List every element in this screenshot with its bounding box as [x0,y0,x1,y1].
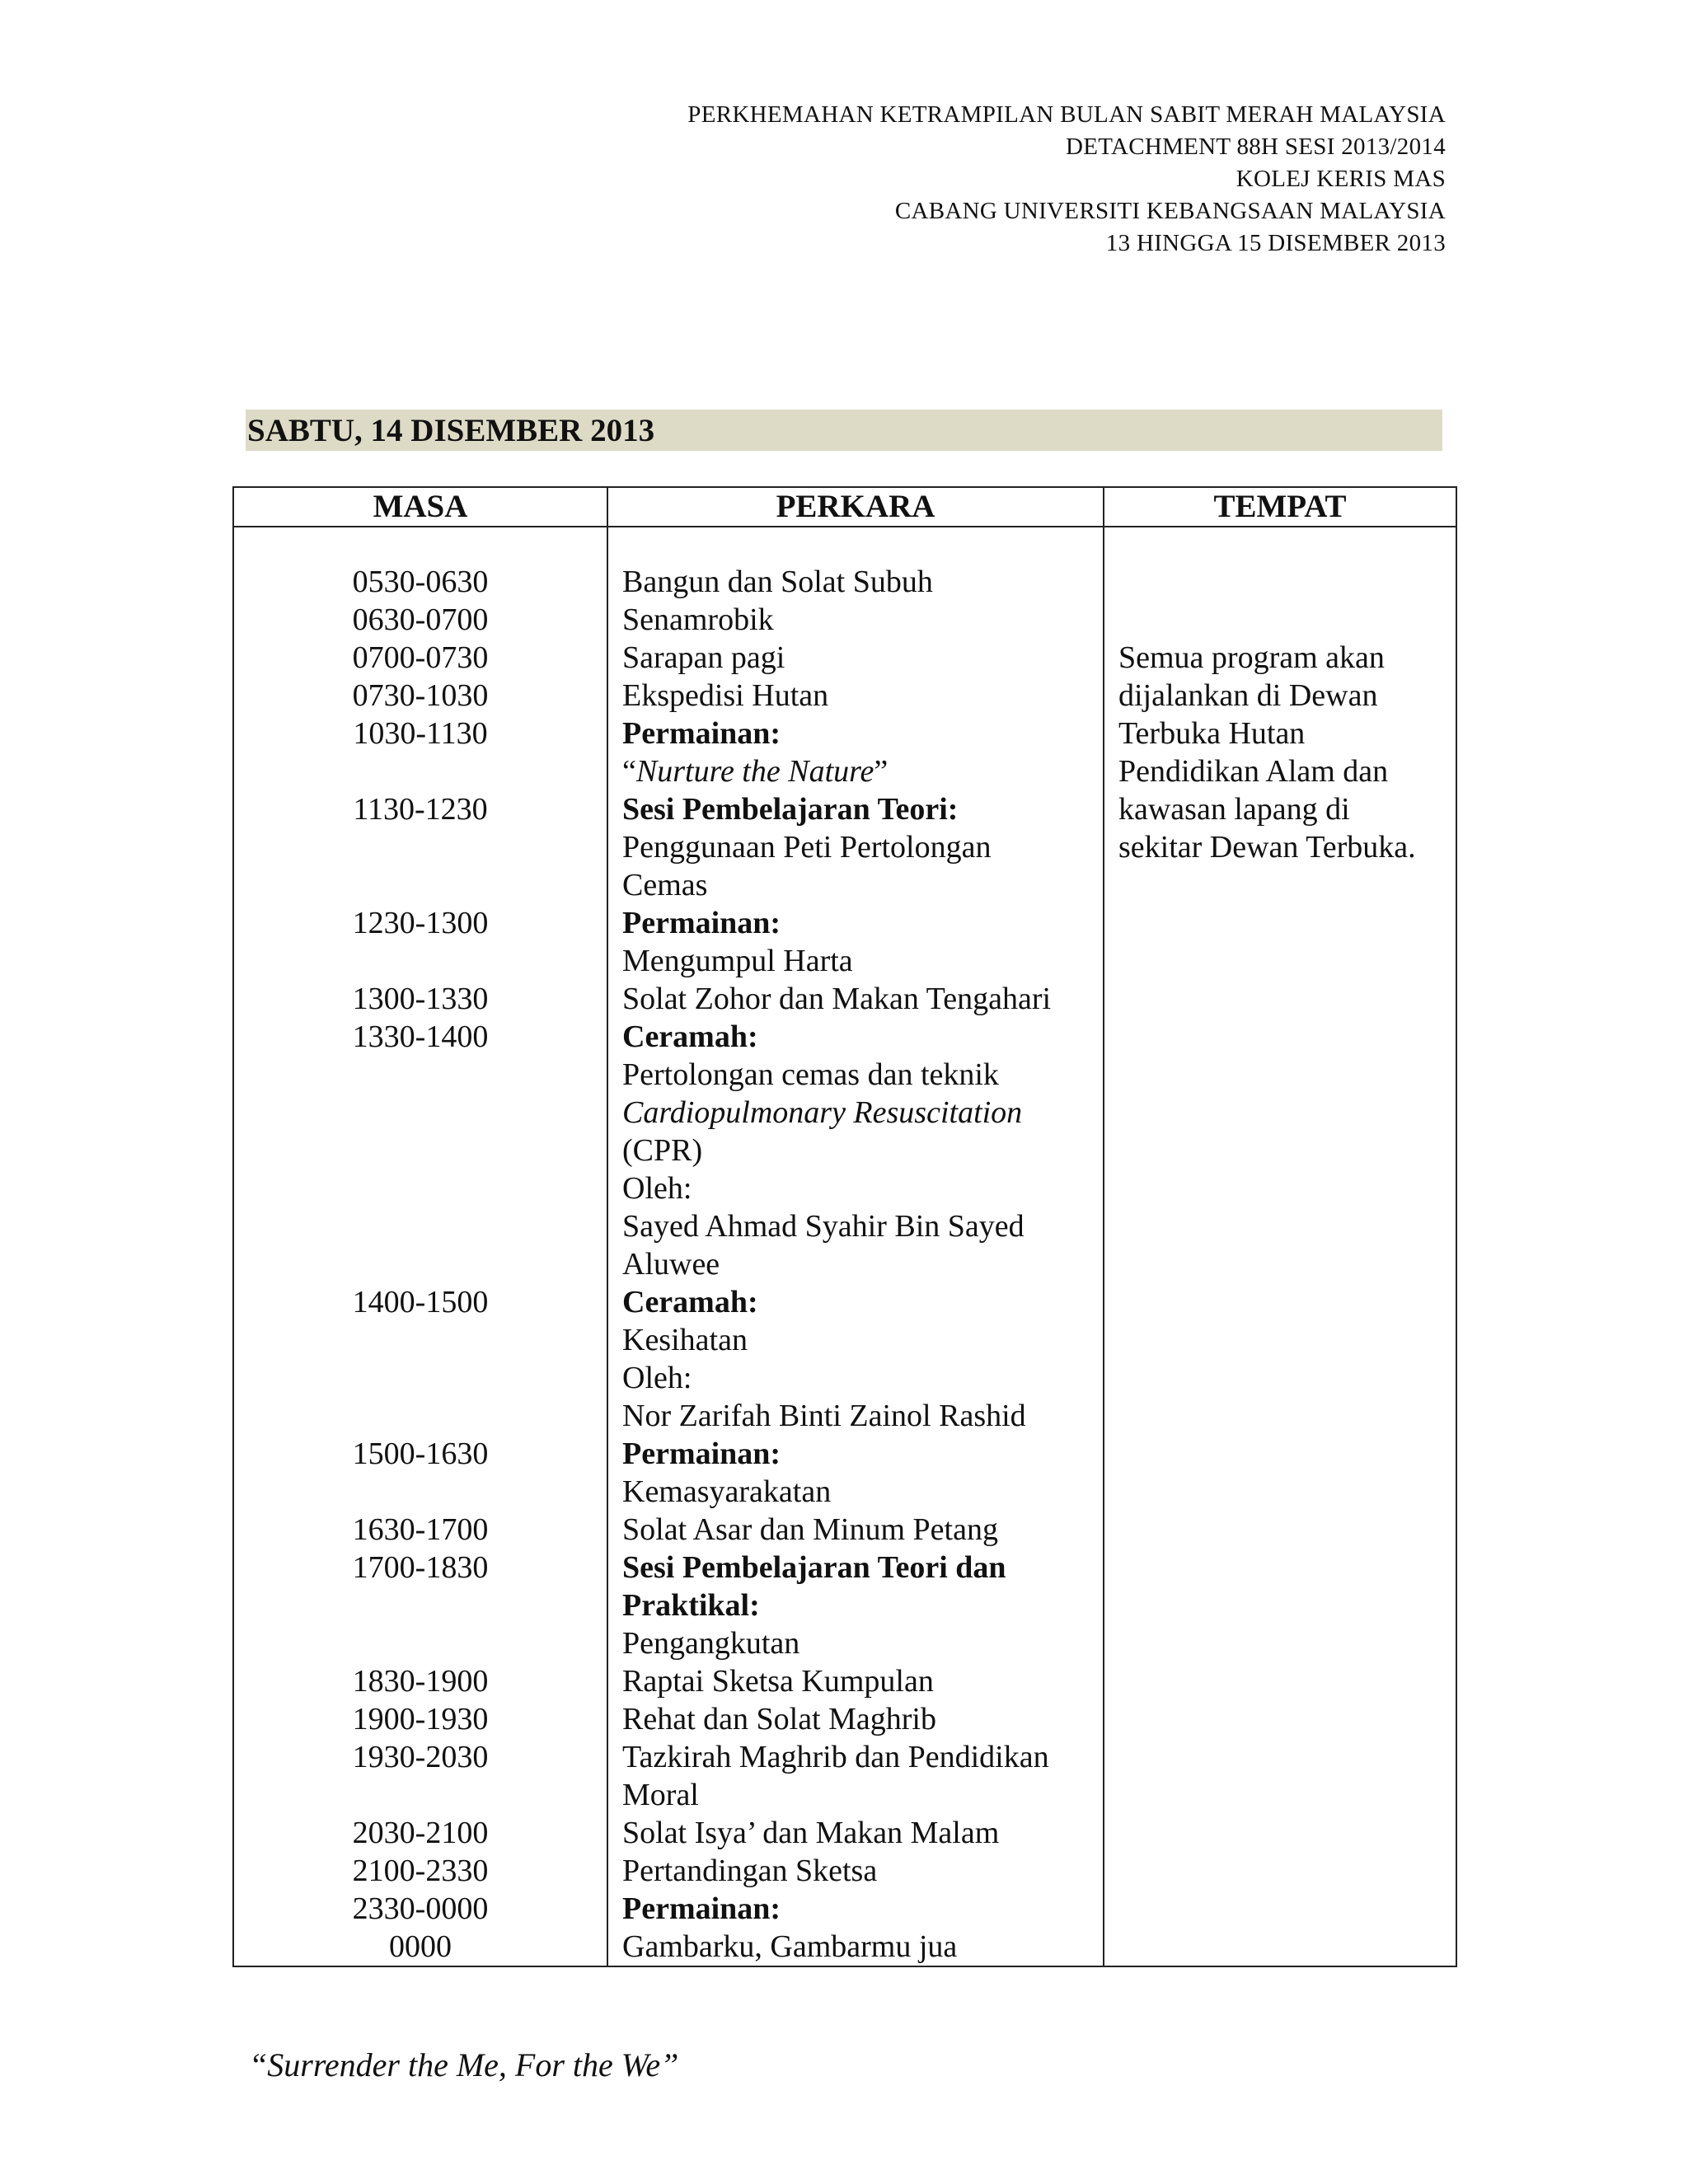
masa-time-line: 2030-2100 [352,1816,489,1850]
tempat-location-line: Terbuka Hutan [1118,716,1306,751]
perkara-activity-line: Sarapan pagi [622,640,785,675]
masa-time-line [234,1094,607,1132]
header-dates: 13 HINGGA 15 DISEMBER 2013 [1105,230,1446,256]
column-header-masa: MASA [233,487,607,527]
column-header-perkara: PERKARA [607,487,1104,527]
tempat-location-line: Pendidikan Alam dan [1118,754,1389,789]
masa-time-line [234,1169,607,1207]
perkara-activity-line: Nor Zarifah Binti Zainol Rashid [622,1399,1026,1433]
masa-time-line: 0630-0700 [352,602,489,637]
masa-time-line: 1930-2030 [352,1740,489,1774]
perkara-activity-line: Ceramah: [622,1285,758,1319]
masa-time-line [234,1397,607,1435]
masa-time-line [234,1132,607,1169]
masa-time-line: 0700-0730 [352,640,489,675]
masa-time-line [234,1207,607,1245]
perkara-activity-line: Pertandingan Sketsa [622,1854,878,1888]
perkara-activity-line: “Nurture the Nature” [622,754,889,789]
masa-time-line: 1130-1230 [353,792,488,827]
schedule-table [232,486,1457,1967]
perkara-activity-line: (CPR) [622,1133,703,1168]
masa-time-line [234,866,607,904]
perkara-activity-line: Ceramah: [622,1019,758,1054]
masa-time-line: 1230-1300 [352,906,489,940]
header-branch: CABANG UNIVERSITI KEBANGSAAN MALAYSIA [894,198,1446,224]
perkara-activity-line: Moral [622,1778,699,1812]
perkara-activity-line: Kesihatan [622,1323,748,1357]
tempat-location-line: kawasan lapang di [1118,792,1350,827]
tempat-column-cell [1104,527,1456,1966]
table-header-row [233,487,1456,527]
masa-time-line: 1700-1830 [352,1550,489,1585]
masa-time-line [234,828,607,866]
masa-time-line [234,942,607,980]
perkara-activity-line: Cemas [622,868,708,902]
masa-time-line: 1830-1900 [352,1664,489,1699]
masa-time-line [234,1776,607,1814]
perkara-activity-line: Permainan: [622,1436,781,1471]
perkara-activity-line: Permainan: [622,906,781,940]
masa-time-line: 1630-1700 [352,1512,489,1547]
table-row [233,527,1456,1966]
perkara-activity-line: Pengangkutan [622,1626,800,1661]
masa-time-line [234,1473,607,1511]
masa-time-line: 1030-1130 [353,716,488,751]
tempat-location-line: Semua program akan [1118,640,1385,675]
masa-time-line: 0530-0630 [352,565,489,599]
perkara-activity-line: Raptai Sketsa Kumpulan [622,1664,934,1699]
masa-column-cell [233,527,607,1966]
document-header [687,99,1446,260]
footer-motto: “Surrender the Me, For the We” [249,2046,679,2083]
masa-time-line: 1900-1930 [352,1702,489,1736]
perkara-activity-line: Mengumpul Harta [622,944,853,978]
perkara-activity-line: Oleh: [622,1171,692,1206]
perkara-activity-line: Praktikal: [622,1588,760,1623]
masa-time-line [234,1586,607,1624]
perkara-activity-line: Solat Asar dan Minum Petang [622,1512,998,1547]
perkara-activity-line: Solat Zohor dan Makan Tengahari [622,982,1052,1016]
perkara-activity-line: Gambarku, Gambarmu jua [622,1929,958,1964]
perkara-activity-line: Cardiopulmonary Resuscitation [622,1095,1023,1130]
masa-time-line [234,1056,607,1094]
column-header-tempat: TEMPAT [1104,487,1456,527]
perkara-activity-line: Sesi Pembelajaran Teori dan [622,1550,1006,1585]
perkara-activity-line: Senamrobik [622,602,774,637]
perkara-activity-line: Oleh: [622,1361,692,1395]
perkara-activity-line: Bangun dan Solat Subuh [622,565,933,599]
perkara-activity-line: Aluwee [622,1247,720,1282]
perkara-column-cell [607,527,1104,1966]
perkara-activity-line: Pertolongan cemas dan teknik [622,1057,999,1092]
masa-time-line: 2330-0000 [352,1891,489,1926]
tempat-location-line: dijalankan di Dewan [1118,678,1378,713]
perkara-activity-line: Sesi Pembelajaran Teori: [622,792,959,827]
perkara-activity-line: Sayed Ahmad Syahir Bin Sayed [622,1209,1025,1244]
perkara-activity-line: Permainan: [622,716,781,751]
day-title-bar [246,410,1442,451]
masa-time-line: 2100-2330 [352,1854,489,1888]
day-title: SABTU, 14 DISEMBER 2013 [247,413,655,448]
tempat-location-line: sekitar Dewan Terbuka. [1118,830,1416,865]
perkara-activity-line: Solat Isya’ dan Makan Malam [622,1816,1000,1850]
perkara-activity-line: Rehat dan Solat Maghrib [622,1702,936,1736]
masa-time-line [234,752,607,790]
masa-time-line: 1300-1330 [352,982,489,1016]
masa-time-line [234,1321,607,1359]
masa-time-line: 1500-1630 [352,1436,489,1471]
header-event-title: PERKHEMAHAN KETRAMPILAN BULAN SABIT MERAH MALAYSIA [687,101,1446,128]
masa-time-line: 0000 [389,1929,452,1964]
masa-time-line: 1330-1400 [352,1019,489,1054]
perkara-activity-line: Penggunaan Peti Pertolongan [622,830,992,865]
masa-time-line: 0730-1030 [352,678,489,713]
perkara-activity-line: Ekspedisi Hutan [622,678,829,713]
perkara-activity-line: Kemasyarakatan [622,1474,832,1509]
perkara-activity-line: Tazkirah Maghrib dan Pendidikan [622,1740,1049,1774]
masa-time-line [234,1245,607,1283]
masa-time-line: 1400-1500 [352,1285,489,1319]
header-detachment: DETACHMENT 88H SESI 2013/2014 [1066,134,1446,160]
masa-time-line [234,1624,607,1662]
perkara-activity-line: Permainan: [622,1891,781,1926]
masa-time-line [234,1359,607,1397]
header-college: KOLEJ KERIS MAS [1236,166,1446,192]
